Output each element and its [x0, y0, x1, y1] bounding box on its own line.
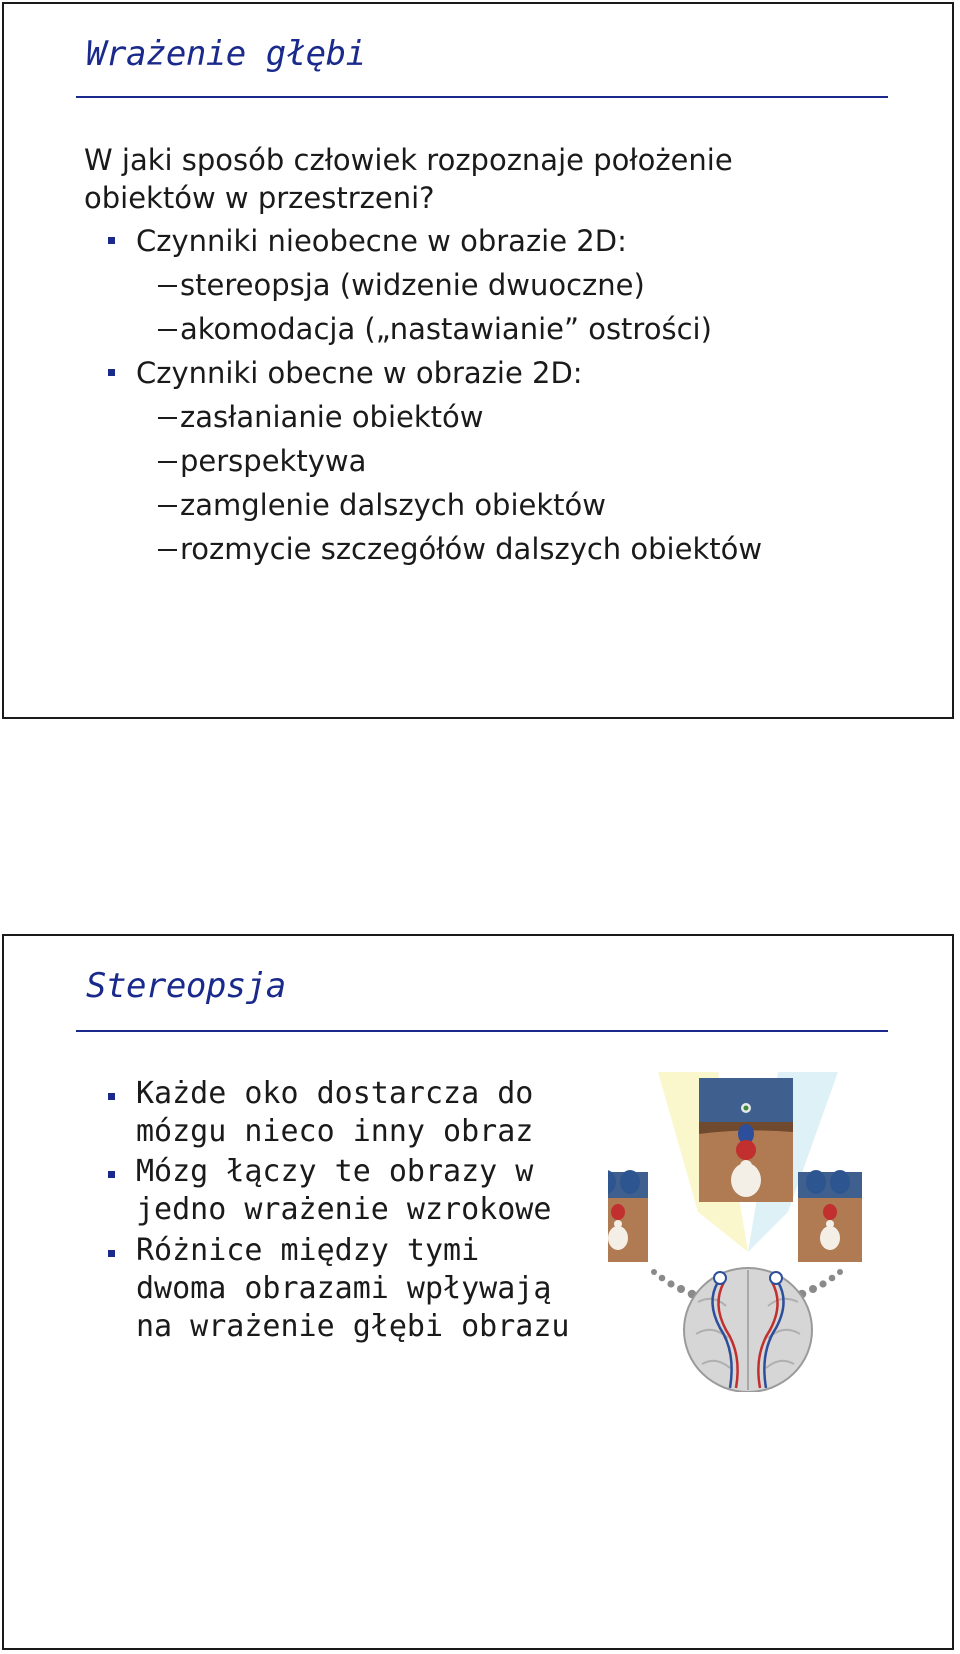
- dotted-arrow-left: [651, 1269, 696, 1298]
- bullet-text-line: Mózg łączy te obrazy w: [136, 1154, 534, 1189]
- dash-icon: [158, 417, 177, 419]
- list-item: zamglenie dalszych obiektów: [180, 488, 606, 522]
- list-heading-absent-factors: Czynniki nieobecne w obrazie 2D:: [136, 224, 627, 258]
- left-eye-image: [608, 1170, 648, 1262]
- bullet-text-line: Każde oko dostarcza do: [136, 1076, 534, 1111]
- fused-image-panel: [699, 1078, 793, 1202]
- dash-icon: [158, 505, 177, 507]
- bullet-square-icon: [108, 1250, 115, 1257]
- bullet-square-icon: [108, 1171, 115, 1178]
- dash-icon: [158, 329, 177, 331]
- slide-depth-perception: [2, 2, 954, 719]
- list-heading-present-factors: Czynniki obecne w obrazie 2D:: [136, 356, 583, 390]
- slide-title: Wrażenie głębi: [86, 34, 366, 74]
- dash-icon: [158, 549, 177, 551]
- intro-question-line-2: obiektów w przestrzeni?: [84, 181, 435, 215]
- dotted-arrow-right: [798, 1269, 843, 1298]
- stereopsis-brain-illustration: [608, 1072, 888, 1392]
- bullet-square-icon: [108, 369, 115, 376]
- slide-stereopsis: [2, 934, 954, 1650]
- right-eye-image: [798, 1170, 862, 1262]
- list-item: akomodacja („nastawianie” ostrości): [180, 312, 712, 346]
- intro-question-line-1: W jaki sposób człowiek rozpoznaje położenie: [84, 143, 733, 177]
- bullet-text-line: jedno wrażenie wzrokowe: [136, 1192, 552, 1227]
- list-item: rozmycie szczegółów dalszych obiektów: [180, 532, 763, 566]
- bullet-text-line: mózgu nieco inny obraz: [136, 1114, 534, 1149]
- brain-icon: [684, 1268, 812, 1392]
- dash-icon: [158, 461, 177, 463]
- bullet-square-icon: [108, 1093, 115, 1100]
- title-underline: [76, 1030, 888, 1032]
- bullet-text-line: dwoma obrazami wpływają: [136, 1271, 552, 1306]
- list-item: perspektywa: [180, 444, 367, 478]
- bullet-text-line: Różnice między tymi: [136, 1233, 480, 1268]
- list-item: zasłanianie obiektów: [180, 400, 484, 434]
- dash-icon: [158, 285, 177, 287]
- list-item: stereopsja (widzenie dwuoczne): [180, 268, 645, 302]
- bullet-square-icon: [108, 237, 115, 244]
- title-underline: [76, 96, 888, 98]
- slide-title: Stereopsja: [86, 966, 286, 1006]
- bullet-text-line: na wrażenie głębi obrazu: [136, 1309, 570, 1344]
